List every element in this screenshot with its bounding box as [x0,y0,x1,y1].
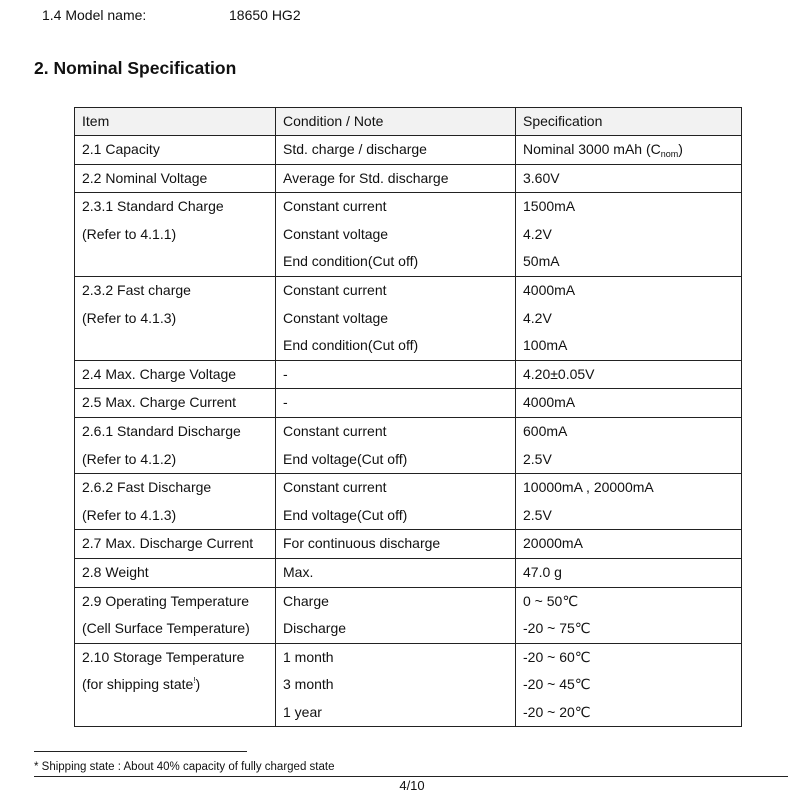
cell-item [75,558,276,587]
cell-item [75,360,276,389]
cell-item [75,417,276,473]
cell-line: 2.3.2 Fast charge [82,281,191,298]
cell-line: Std. charge / discharge [283,141,427,157]
page-number: 4/10 [399,778,425,793]
table-row [75,530,742,559]
cell-cond [276,389,516,418]
cell-line: 3 month [283,676,334,693]
model-name-label: 1.4 Model name: [42,7,147,23]
cell-item [75,587,276,643]
cell-line: - [283,365,288,382]
cell-line: 2.4 Max. Charge Voltage [82,365,237,382]
footnote-divider [34,751,247,752]
storage-note [82,671,275,699]
table-row [75,276,742,360]
cell-line: 4.20±0.05V [523,365,595,382]
cell-line: 20000mA [523,535,583,552]
cell-line: End voltage(Cut off) [283,506,408,523]
cell-spec [516,474,742,530]
footer-divider [34,776,788,777]
cell-line: 2.1 Capacity [82,141,160,157]
cell-spec [516,587,742,643]
cell-line: 1500mA [523,198,576,215]
cell-line: Discharge [283,620,347,637]
cell-line: -20 ~ 20℃ [523,703,591,720]
cell-line: 4000mA [523,394,576,411]
cell-line: 2.9 Operating Temperature [82,592,250,609]
cell-line: 2.5 Max. Charge Current [82,394,237,411]
cell-line: 2.3.1 Standard Charge [82,198,224,215]
cell-spec [516,530,742,559]
cell-spec [516,643,742,727]
cell-line: 2.8 Weight [82,563,149,580]
cell-cond [276,164,516,193]
capacity-spec [523,136,741,164]
cell-item [75,136,276,165]
cell-line: 3.60V [523,169,560,186]
cell-line: Constant current [283,422,387,439]
cell-line: 4.2V [523,225,552,242]
cell-item [75,530,276,559]
cell-line: - [283,394,288,411]
cell-spec [516,276,742,360]
cell-line: 4.2V [523,309,552,326]
cell-line: (Refer to 4.1.1) [82,225,177,242]
header-cond [276,108,516,136]
table-row [75,389,742,418]
header-cell-text: Condition / Note [283,113,384,129]
cell-line: 4000mA [523,281,576,298]
storage-note-mark: ! [193,676,196,686]
table-row [75,643,742,727]
cell-cond [276,360,516,389]
cell-spec [516,136,742,165]
cell-cond [276,558,516,587]
cell-line: Constant current [283,479,387,496]
capacity-sub: nom [660,149,679,159]
cell-line: (Refer to 4.1.3) [82,309,177,326]
cell-item [75,389,276,418]
cell-cond [276,474,516,530]
cell-spec [516,193,742,277]
cell-line: End voltage(Cut off) [283,450,408,467]
table-row [75,558,742,587]
cell-line: For continuous discharge [283,535,441,552]
cell-cond [276,276,516,360]
cell-item [75,643,276,727]
cell-line: (Cell Surface Temperature) [82,620,250,637]
table-header-row [75,108,742,136]
cell-line: Constant current [283,198,387,215]
footnote: * Shipping state : About 40% capacity of fully charged state [34,761,335,773]
table-row [75,587,742,643]
cell-line: Max. [283,563,314,580]
cell-line: 47.0 g [523,563,562,580]
cell-line: Constant current [283,281,387,298]
cell-spec [516,360,742,389]
cell-line: 2.6.2 Fast Discharge [82,479,212,496]
cell-line: (Refer to 4.1.3) [82,506,177,523]
capacity-prefix: Nominal 3000 mAh (C [523,141,661,157]
cell-item [75,276,276,360]
cell-cond [276,417,516,473]
table-row [75,136,742,165]
cell-spec [516,417,742,473]
cell-line: 10000mA , 20000mA [523,479,654,496]
cell-item [75,474,276,530]
capacity-suffix: ) [678,141,683,157]
cell-line: 2.2 Nominal Voltage [82,169,208,186]
cell-line: 2.6.1 Standard Discharge [82,422,241,439]
cell-line: 600mA [523,422,568,439]
cell-line: End condition(Cut off) [283,253,419,270]
cell-line: Constant voltage [283,309,389,326]
cell-line: 100mA [523,337,568,354]
section-title: 2. Nominal Specification [34,58,237,78]
storage-note-text: (for shipping state [82,676,194,693]
cell-line: Constant voltage [283,225,389,242]
table-row [75,474,742,530]
cell-line: Charge [283,592,329,609]
cell-item [75,164,276,193]
cell-line: 2.5V [523,450,552,467]
cell-line: -20 ~ 45℃ [523,676,591,693]
cell-line: 2.5V [523,506,552,523]
cell-line: 1 year [283,703,322,720]
cell-cond [276,530,516,559]
table-row [75,164,742,193]
cell-spec [516,164,742,193]
header-spec [516,108,742,136]
cell-line: 0 ~ 50℃ [523,592,579,609]
cell-spec [516,389,742,418]
table-row [75,193,742,277]
cell-item [75,193,276,277]
header-cell-text: Item [82,113,110,129]
cell-cond [276,587,516,643]
model-name-line [42,7,301,23]
header-item [75,108,276,136]
cell-line: 2.7 Max. Discharge Current [82,535,254,552]
cell-line: -20 ~ 60℃ [523,648,591,665]
cell-line: Average for Std. discharge [283,169,449,186]
spec-table [74,107,742,727]
storage-note-suffix: ) [195,676,201,693]
header-cell-text: Specification [523,113,603,129]
cell-line: 2.10 Storage Temperature [82,648,245,665]
cell-spec [516,558,742,587]
cell-line: -20 ~ 75℃ [523,620,591,637]
model-name-value: 18650 HG2 [229,7,301,23]
table-row [75,360,742,389]
cell-cond [276,136,516,165]
cell-line: 1 month [283,648,334,665]
cell-line: (Refer to 4.1.2) [82,450,177,467]
table-row [75,417,742,473]
cell-cond [276,643,516,727]
cell-line: End condition(Cut off) [283,337,419,354]
cell-cond [276,193,516,277]
cell-line: 50mA [523,253,560,270]
